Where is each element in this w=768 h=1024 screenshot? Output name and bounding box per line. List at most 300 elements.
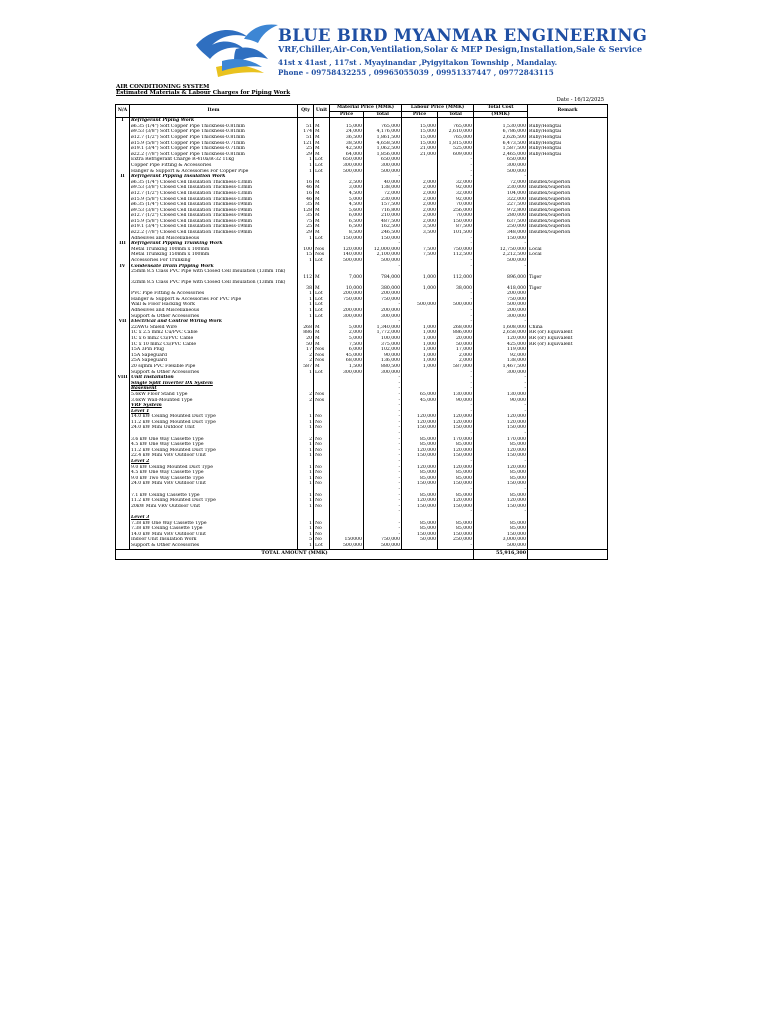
cell-labour-total: -: [438, 157, 474, 163]
table-row: [116, 191, 608, 197]
total-label: TOTAL AMOUNT (MMK): [116, 549, 474, 559]
cell-unit: M: [314, 146, 330, 152]
cell-material-total: 162,500: [364, 224, 402, 230]
cell-total-cost: 1,587,500: [474, 146, 528, 152]
cell-remark: Insuflex/Superlon: [528, 191, 608, 197]
total-value: 55,916,300: [474, 549, 528, 559]
cell-item: Accessories For Trunking: [130, 258, 298, 264]
cell-material-total: -: [364, 386, 402, 392]
cell-qty: 17: [298, 347, 314, 353]
cell-material-total: 210,000: [364, 213, 402, 219]
company-address: 41st x 41ast , 117st . Myayinandar ,Pyigyitakon Township , Mandalay.: [278, 58, 558, 67]
col-header-item: Item: [130, 105, 298, 118]
cell-remark: Insuflex/Superlon: [528, 213, 608, 219]
cell-labour-price: 1,000: [402, 336, 438, 342]
cell-qty: 1: [298, 521, 314, 527]
cell-labour-price: 15,000: [402, 129, 438, 135]
cell-unit: Lot: [314, 157, 330, 163]
cell-material-total: 1,861,500: [364, 135, 402, 141]
cell-unit: M: [314, 202, 330, 208]
cell-remark: Ruby/Hongtai: [528, 129, 608, 135]
cell-labour-total: -: [438, 314, 474, 320]
col-header-material: Material Price (MMK): [330, 105, 402, 112]
cell-total-cost: 6,473,500: [474, 141, 528, 147]
cell-total-cost: 1,608,000: [474, 325, 528, 331]
cell-labour-total: 85,000: [438, 442, 474, 448]
cell-material-price: 650,000: [330, 157, 364, 163]
cell-labour-total: 85,000: [438, 521, 474, 527]
document-subtitle: Estimated Materials & Labour Charges for Piping Work: [116, 90, 291, 97]
cell-labour-price: 85,000: [402, 493, 438, 499]
col-header-qty: Qty: [298, 105, 314, 118]
cell-total-cost: 120,000: [474, 420, 528, 426]
cell-material-price: 6,500: [330, 219, 364, 225]
estimate-table-body: [116, 118, 608, 549]
cell-qty: 2: [298, 353, 314, 359]
cell-total-cost: -: [474, 403, 528, 409]
cell-remark: Ruby/Hongtai: [528, 152, 608, 158]
cell-total-cost: 6,786,000: [474, 129, 528, 135]
cell-qty: 29: [298, 230, 314, 236]
cell-total-cost: -: [474, 459, 528, 465]
cell-total-cost: 637,500: [474, 219, 528, 225]
cell-total-cost: 12,750,000: [474, 247, 528, 253]
cell-material-total: -: [364, 476, 402, 482]
cell-unit: M: [314, 330, 330, 336]
cell-unit: No: [314, 420, 330, 426]
cell-labour-price: 150,000: [402, 532, 438, 538]
cell-material-price: 750,000: [330, 297, 364, 303]
cell-material-total: 200,000: [364, 291, 402, 297]
cell-unit: No: [314, 498, 330, 504]
cell-material-price: 200,000: [330, 291, 364, 297]
cell-total-cost: 104,000: [474, 191, 528, 197]
bird-logo-icon: [192, 15, 284, 80]
cell-labour-total: -: [438, 543, 474, 549]
cell-item: ø22.2 (7/8") Closed Cell Insulation Thickness-19mm: [130, 230, 298, 236]
cell-material-total: 1,340,000: [364, 325, 402, 331]
cell-labour-total: 85,000: [438, 470, 474, 476]
cell-unit: Nos: [314, 392, 330, 398]
cell-qty: 1: [298, 308, 314, 314]
cell-material-price: 24,000: [330, 129, 364, 135]
cell-labour-price: 7,500: [402, 247, 438, 253]
cell-material-total: 300,000: [364, 314, 402, 320]
cell-labour-total: -: [438, 264, 474, 270]
cell-material-total: 487,500: [364, 219, 402, 225]
cell-item: ø9.53 (3/8") Closed Cell Insulation Thickness-19mm: [130, 208, 298, 214]
cell-unit: Lot: [314, 302, 330, 308]
cell-qty: 1: [298, 163, 314, 169]
cell-na: II: [116, 174, 130, 180]
cell-labour-total: -: [438, 319, 474, 325]
cell-qty: 1: [298, 291, 314, 297]
cell-material-total: 200,000: [364, 308, 402, 314]
cell-total-cost: 2,626,500: [474, 135, 528, 141]
cell-material-total: 500,000: [364, 258, 402, 264]
cell-material-total: 102,000: [364, 347, 402, 353]
cell-labour-price: 15,000: [402, 124, 438, 130]
cell-qty: 46: [298, 185, 314, 191]
cell-item: Level 1: [130, 409, 298, 415]
cell-qty: 121: [298, 141, 314, 147]
cell-material-total: 375,000: [364, 342, 402, 348]
cell-na: VII: [116, 319, 130, 325]
cell-labour-total: 150,000: [438, 481, 474, 487]
cell-unit: Lot: [314, 258, 330, 264]
cell-labour-price: 7,500: [402, 252, 438, 258]
cell-material-price: 140,000: [330, 252, 364, 258]
cell-material-price: 200,000: [330, 308, 364, 314]
cell-qty: 2: [298, 398, 314, 404]
cell-unit: Lot: [314, 543, 330, 549]
cell-material-price: 38,500: [330, 141, 364, 147]
cell-item: 22.4 kW Mini VRV Outdoor Unit: [130, 453, 298, 459]
cell-item: Refrigerant Piping Work: [130, 118, 298, 124]
cell-labour-price: 120,000: [402, 414, 438, 420]
cell-labour-price: 1,000: [402, 364, 438, 370]
cell-material-total: 40,000: [364, 180, 402, 186]
col-header-na: N/A: [116, 105, 130, 118]
cell-unit: M: [314, 325, 330, 331]
cell-remark: Insuflex/Superlon: [528, 180, 608, 186]
cell-total-cost: 170,000: [474, 437, 528, 443]
cell-remark: Insuflex/Superlon: [528, 197, 608, 203]
cell-material-price: 15,000: [330, 124, 364, 130]
cell-remark: Insuflex/Superlon: [528, 185, 608, 191]
cell-unit: No: [314, 442, 330, 448]
cell-qty: 1: [298, 470, 314, 476]
cell-qty: 16: [298, 191, 314, 197]
cell-qty: 25: [298, 224, 314, 230]
cell-item: VRF System: [130, 403, 298, 409]
cell-labour-total: 750,000: [438, 247, 474, 253]
cell-item: 11.2 kW Ceiling Mounted Duct Type: [130, 420, 298, 426]
cell-item: Level 3: [130, 515, 298, 521]
cell-material-total: -: [364, 504, 402, 510]
cell-remark: Local: [528, 252, 608, 258]
cell-total-cost: 3,000,000: [474, 537, 528, 543]
cell-material-total: 650,000: [364, 157, 402, 163]
cell-total-cost: 280,000: [474, 213, 528, 219]
cell-material-total: -: [364, 526, 402, 532]
cell-qty: 5: [298, 537, 314, 543]
cell-remark: Insuflex/Superlon: [528, 202, 608, 208]
cell-total-cost: 120,000: [474, 448, 528, 454]
cell-labour-total: 256,000: [438, 208, 474, 214]
cell-material-price: 300,000: [330, 370, 364, 376]
cell-material-total: 136,000: [364, 358, 402, 364]
cell-total-cost: 72,000: [474, 180, 528, 186]
col-header-remark: Remark: [528, 105, 608, 118]
cell-item: 25mm 8.5 Class PVC Pipe with Closed Cell Insulation (13mm Thk): [130, 269, 298, 280]
cell-total-cost: 150,000: [474, 481, 528, 487]
table-row: [116, 202, 608, 208]
cell-material-price: 4,500: [330, 191, 364, 197]
col-header-labour-price: Price: [402, 111, 438, 118]
company-tagline: VRF,Chiller,Air-Con,Ventilation,Solar & MEP Design,Installation,Sale & Service: [278, 44, 643, 54]
cell-labour-total: 765,000: [438, 135, 474, 141]
cell-labour-price: 3,500: [402, 230, 438, 236]
cell-labour-total: -: [438, 236, 474, 242]
cell-total-cost: -: [474, 487, 528, 493]
cell-labour-total: 250,000: [438, 537, 474, 543]
document-title: AIR CONDITIONING SYSTEM: [116, 84, 210, 90]
cell-labour-total: 150,000: [438, 219, 474, 225]
cell-item: 11.2 kW Ceiling Mounted Duct Type: [130, 498, 298, 504]
cell-material-total: -: [364, 481, 402, 487]
cell-item: Wall & Floor Hacking Work: [130, 302, 298, 308]
cell-material-total: 1,772,000: [364, 330, 402, 336]
cell-material-total: 300,000: [364, 370, 402, 376]
cell-qty: 174: [298, 129, 314, 135]
cell-labour-price: 120,000: [402, 448, 438, 454]
cell-unit: M: [314, 269, 330, 280]
cell-labour-total: 525,000: [438, 146, 474, 152]
cell-material-total: -: [364, 425, 402, 431]
cell-material-total: -: [364, 437, 402, 443]
cell-unit: M: [314, 180, 330, 186]
cell-qty: 1: [298, 314, 314, 320]
cell-qty: 112: [298, 269, 314, 280]
cell-unit: M: [314, 280, 330, 291]
cell-material-price: 6,000: [330, 347, 364, 353]
cell-labour-total: 587,000: [438, 364, 474, 370]
cell-item: 32mm 8.5 Class PVC Pipe with Closed Cell Insulation (13mm Thk): [130, 280, 298, 291]
cell-labour-price: 1,000: [402, 280, 438, 291]
cell-material-total: 246,500: [364, 230, 402, 236]
cell-material-total: -: [364, 498, 402, 504]
cell-unit: Nos: [314, 398, 330, 404]
cell-labour-price: 2,000: [402, 185, 438, 191]
cell-qty: 1: [298, 448, 314, 454]
cell-material-price: 68,000: [330, 358, 364, 364]
cell-labour-price: 45,000: [402, 398, 438, 404]
document-heading: [116, 84, 290, 97]
cell-total-cost: 119,000: [474, 347, 528, 353]
cell-total-cost: 227,500: [474, 202, 528, 208]
cell-total-cost: 92,000: [474, 353, 528, 359]
cell-item: Hanger & Support & Accessories For PVC Pipe: [130, 297, 298, 303]
cell-total-cost: -: [474, 381, 528, 387]
cell-unit: No: [314, 493, 330, 499]
cell-material-price: 5,600: [330, 208, 364, 214]
cell-labour-total: 70,000: [438, 213, 474, 219]
cell-labour-total: 32,000: [438, 191, 474, 197]
cell-labour-total: 120,000: [438, 465, 474, 471]
cell-labour-total: 85,000: [438, 526, 474, 532]
cell-item: 7.38 kW One Way Cassette Type: [130, 521, 298, 527]
col-header-total-cost: Total Cost: [474, 105, 528, 112]
cell-total-cost: -: [474, 319, 528, 325]
cell-labour-total: 150,000: [438, 453, 474, 459]
cell-unit: No: [314, 504, 330, 510]
cell-na: [116, 269, 130, 280]
cell-total-cost: 120,000: [474, 336, 528, 342]
cell-labour-price: 85,000: [402, 526, 438, 532]
cell-labour-price: 1,000: [402, 330, 438, 336]
cell-unit: No: [314, 470, 330, 476]
cell-remark: Ruby/Hongtai: [528, 146, 608, 152]
cell-labour-price: 50,000: [402, 537, 438, 543]
cell-labour-total: 92,000: [438, 197, 474, 203]
cell-unit: Lot: [314, 314, 330, 320]
cell-material-price: 10,000: [330, 280, 364, 291]
cell-total-cost: 120,000: [474, 498, 528, 504]
cell-unit: M: [314, 141, 330, 147]
cell-item: ø19.1 (3/4") Closed Cell Insulation Thickness-19mm: [130, 224, 298, 230]
cell-labour-total: -: [438, 174, 474, 180]
cell-labour-price: 2,000: [402, 191, 438, 197]
cell-total-cost: 750,000: [474, 297, 528, 303]
cell-item: Unit Installation: [130, 375, 298, 381]
cell-total-cost: 200,000: [474, 291, 528, 297]
cell-labour-total: -: [438, 403, 474, 409]
cell-labour-price: 15,000: [402, 135, 438, 141]
cell-labour-total: 765,000: [438, 124, 474, 130]
cell-qty: 1: [298, 169, 314, 175]
cell-total-cost: 500,000: [474, 258, 528, 264]
cell-material-total: -: [364, 381, 402, 387]
cell-labour-total: 2,000: [438, 358, 474, 364]
cell-remark: Ruby/Hongtai: [528, 135, 608, 141]
cell-unit: Lot: [314, 297, 330, 303]
cell-material-price: 2,500: [330, 180, 364, 186]
cell-labour-total: 500,000: [438, 302, 474, 308]
cell-qty: 1: [298, 465, 314, 471]
cell-material-total: -: [364, 431, 402, 437]
cell-item: 7.1 kW Ceiling Cassette Type: [130, 493, 298, 499]
cell-item: Support & Other Accessories: [130, 370, 298, 376]
table-row: [116, 146, 608, 152]
cell-material-total: 300,000: [364, 163, 402, 169]
cell-item: Electrical and Control Wiring Work: [130, 319, 298, 325]
cell-item: PVC Pipe Fitting & Accessories: [130, 291, 298, 297]
cell-qty: 1: [298, 543, 314, 549]
cell-total-cost: 85,000: [474, 442, 528, 448]
cell-material-price: 36,500: [330, 135, 364, 141]
cell-total-cost: 85,000: [474, 470, 528, 476]
cell-qty: 2: [298, 392, 314, 398]
cell-item: ø9.53 (3/8") Closed Cell Insulation Thickness-13mm: [130, 185, 298, 191]
cell-material-price: 4,500: [330, 202, 364, 208]
cell-na: VIII: [117, 375, 128, 381]
cell-material-total: -: [364, 470, 402, 476]
cell-labour-price: 2,000: [402, 208, 438, 214]
cell-total-cost: 150,000: [474, 504, 528, 510]
cell-remark: Tiger: [528, 280, 608, 291]
cell-total-cost: 500,000: [474, 169, 528, 175]
cell-item: 14.0 kW Mini VRV Outdoor Unit: [130, 532, 298, 538]
cell-labour-price: 1,000: [402, 358, 438, 364]
cell-labour-total: -: [438, 370, 474, 376]
cell-item: ø12.7 (1/2") Closed Cell Insulation Thickness-19mm: [130, 213, 298, 219]
cell-item: 15A 3Pin Plug: [130, 347, 298, 353]
cell-unit: No: [314, 453, 330, 459]
cell-item: 9.0 kW Two Way Cassette Type: [130, 476, 298, 482]
cell-labour-price: 1,000: [402, 325, 438, 331]
cell-material-total: 784,000: [364, 269, 402, 280]
cell-material-price: 6,500: [330, 224, 364, 230]
cell-labour-total: -: [438, 459, 474, 465]
cell-qty: 29: [298, 152, 314, 158]
cell-total-cost: 300,000: [474, 314, 528, 320]
cell-unit: M: [314, 213, 330, 219]
cell-item: 11.2 kW Ceiling Mounted Duct Type: [130, 448, 298, 454]
cell-item: 24.0 kW Mini Outdoor Unit: [130, 425, 298, 431]
cell-labour-total: 90,000: [438, 398, 474, 404]
cell-item: 1C x 2.5 mm2 Cu/PVC Cable: [130, 330, 298, 336]
cell-material-price: 8,500: [330, 230, 364, 236]
cell-labour-price: 2,000: [402, 213, 438, 219]
cell-material-total: -: [364, 264, 402, 270]
cell-total-cost: 200,000: [474, 308, 528, 314]
cell-item: 4.5 kW One Way Cassette Type: [130, 442, 298, 448]
cell-labour-total: 120,000: [438, 420, 474, 426]
cell-labour-total: 101,500: [438, 230, 474, 236]
cell-unit: M: [314, 230, 330, 236]
cell-labour-price: 85,000: [402, 437, 438, 443]
cell-labour-price: 1,000: [402, 269, 438, 280]
cell-item: Indoor Unit Insulation Work: [130, 537, 298, 543]
cell-labour-total: 87,500: [438, 224, 474, 230]
cell-labour-price: 21,000: [402, 152, 438, 158]
cell-material-total: -: [364, 319, 402, 325]
cell-labour-total: -: [438, 297, 474, 303]
cell-material-price: 150,000: [330, 236, 364, 242]
cell-item: Refrigerant Pipping Insulation Work: [130, 174, 298, 180]
cell-labour-price: 1,000: [402, 342, 438, 348]
cell-labour-total: -: [438, 291, 474, 297]
cell-qty: 51: [298, 135, 314, 141]
cell-total-cost: -: [474, 386, 528, 392]
cell-material-total: -: [364, 442, 402, 448]
cell-material-total: -: [364, 420, 402, 426]
cell-material-total: -: [364, 241, 402, 247]
cell-unit: No: [314, 521, 330, 527]
cell-labour-total: 150,000: [438, 504, 474, 510]
cell-unit: M: [314, 152, 330, 158]
cell-qty: 1: [298, 236, 314, 242]
cell-labour-price: 2,000: [402, 180, 438, 186]
cell-qty: 20: [298, 336, 314, 342]
cell-total-cost: 150,000: [474, 532, 528, 538]
cell-labour-total: -: [438, 509, 474, 515]
cell-qty: 16: [298, 180, 314, 186]
cell-remark: Insuflex/Superlon: [528, 230, 608, 236]
cell-unit: No: [314, 526, 330, 532]
cell-unit: M: [314, 185, 330, 191]
cell-item: Metal Trunking 100mm x 100mm: [130, 247, 298, 253]
cell-material-total: -: [364, 453, 402, 459]
cell-labour-price: 150,000: [402, 453, 438, 459]
cell-item: ø15.9 (5/8") Closed Cell Insulation Thickness-13mm: [130, 197, 298, 203]
cell-material-price: 5,000: [330, 325, 364, 331]
cell-unit: M: [314, 135, 330, 141]
cell-item: ø6.35 (1/4") Soft Copper Pipe Thickness-0.81mm: [130, 124, 298, 130]
cell-total-cost: 120,000: [474, 465, 528, 471]
cell-material-price: 300,000: [330, 163, 364, 169]
cell-labour-total: 2,000: [438, 353, 474, 359]
cell-total-cost: -: [474, 264, 528, 270]
cell-remark: Local: [528, 247, 608, 253]
cell-labour-price: 1,000: [402, 347, 438, 353]
cell-material-total: 380,000: [364, 280, 402, 291]
table-row: [116, 230, 608, 236]
cell-material-total: 4,658,500: [364, 141, 402, 147]
company-name: BLUE BIRD MYANMAR ENGINEERING: [278, 26, 648, 45]
cell-unit: Lot: [314, 370, 330, 376]
